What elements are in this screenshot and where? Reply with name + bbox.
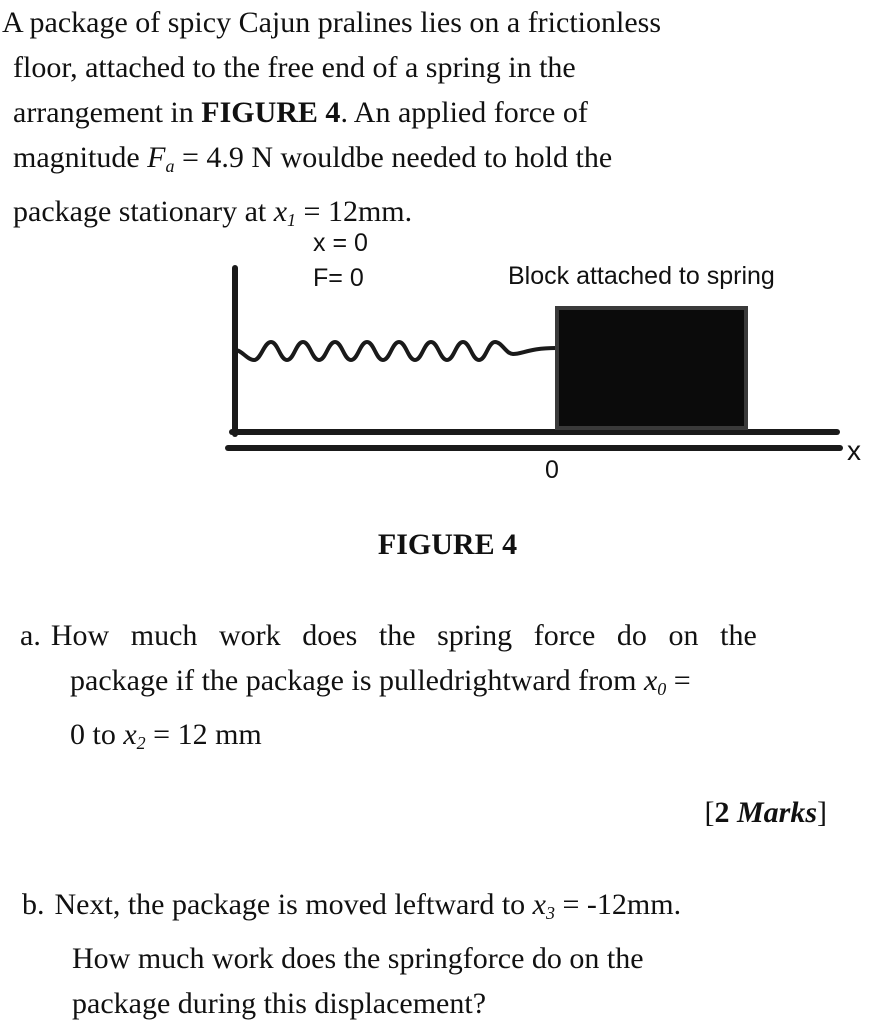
question-b-line-3: package during this displacement? — [72, 987, 487, 1020]
question-a — [20, 613, 860, 766]
x-zero-label: x = 0 — [313, 229, 368, 257]
question-b-marker: b. — [22, 888, 45, 921]
figure-caption: FIGURE 4 — [377, 528, 518, 561]
x-axis-label: x — [847, 435, 861, 466]
package-block — [557, 308, 746, 428]
figure-reference: FIGURE 4 — [201, 96, 341, 129]
intro-line-2: floor, attached to the free end of a spring in the — [13, 51, 576, 84]
intro-line-1: A package of spicy Cajun pralines lies on a frictionless — [2, 6, 661, 39]
block-caption: Block attached to spring — [508, 262, 775, 290]
question-a-marker: a. — [20, 619, 41, 652]
question-a-line-3: 0 to $x_2 = 12$ mm — [70, 718, 262, 753]
position-subscript: 1 — [287, 210, 297, 230]
marks-badge: [2 Marks] — [704, 796, 827, 829]
origin-label: 0 — [545, 456, 559, 484]
intro-line-4: magnitude $F_a = 4.9$ N wouldbe needed to hold the — [13, 141, 613, 176]
f-zero-label: F= 0 — [313, 264, 364, 292]
problem-statement — [0, 0, 860, 243]
question-a-words: How much work does the spring force do on the — [50, 619, 757, 652]
question-a-line-2: package if the package is pulledrightward from $x_0$ = — [70, 664, 691, 699]
intro-line-3: arrangement in FIGURE 4. An applied force of — [13, 96, 588, 129]
spring-block-figure — [220, 222, 870, 492]
question-b-line-2: How much work does the springforce do on the — [72, 942, 644, 975]
spring-coil — [235, 342, 556, 360]
force-variable: F — [147, 141, 166, 174]
question-a-line-1 — [20, 613, 860, 658]
question-b-line-1: b. Next, the package is moved leftward to $x_3 = -12mm$. — [22, 888, 682, 923]
spring-diagram — [220, 222, 870, 492]
force-subscript: a — [165, 156, 175, 176]
question-b — [22, 882, 862, 1026]
position-variable: x — [273, 195, 288, 228]
intro-line-5: package stationary at $x_1 = 12mm$. — [13, 195, 413, 230]
